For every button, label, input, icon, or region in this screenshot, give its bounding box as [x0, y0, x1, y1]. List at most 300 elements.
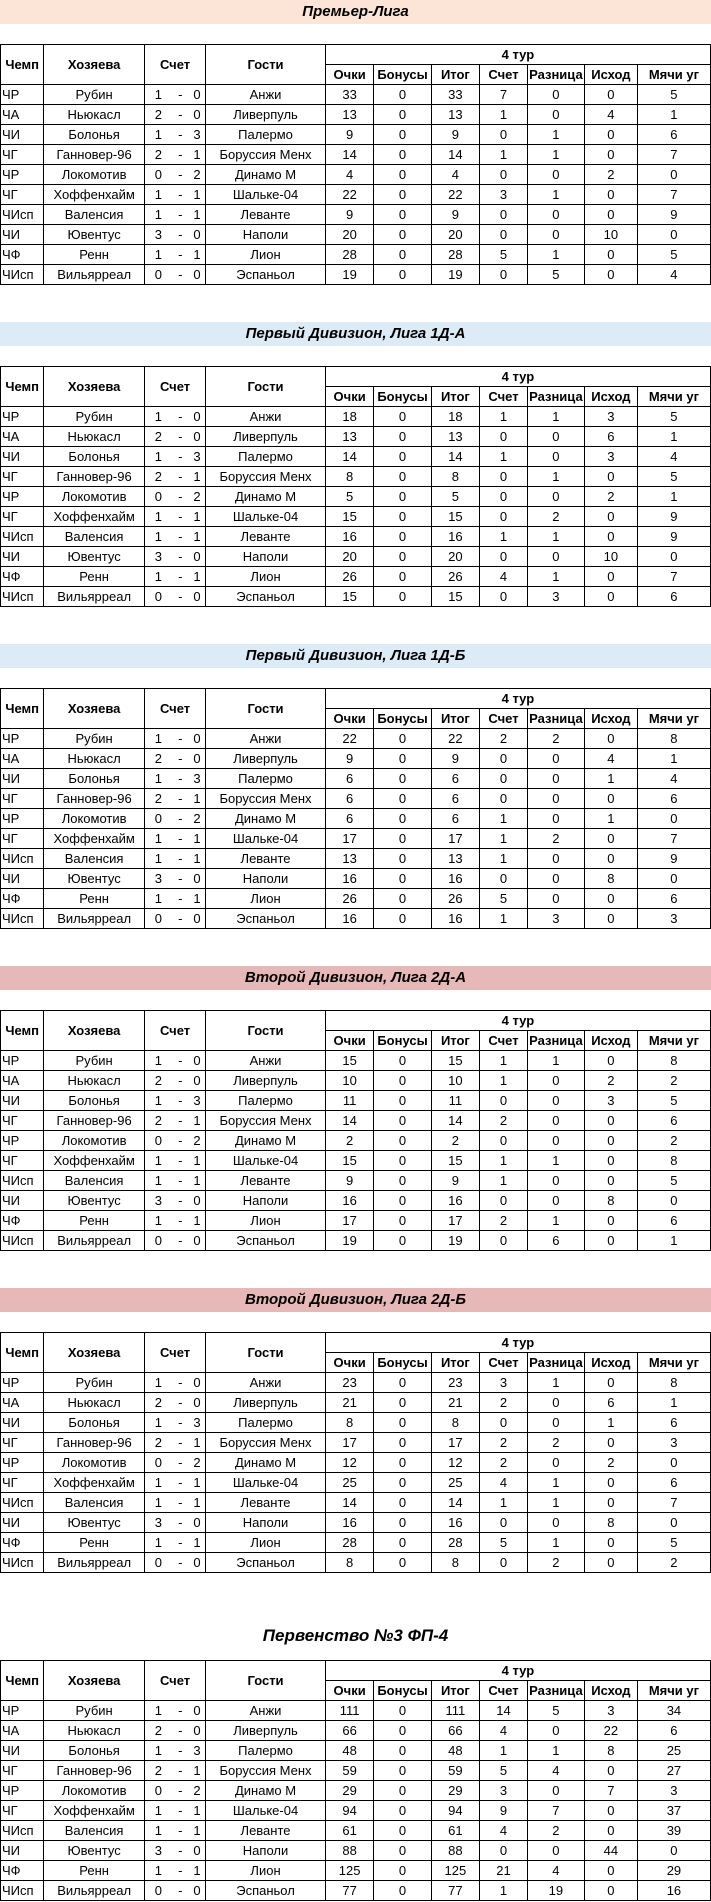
cell-score-home: 1 [144, 1821, 172, 1841]
header-home: Хозяева [44, 45, 145, 85]
cell-score-pts: 2 [480, 729, 528, 749]
cell-goals: 6 [637, 1111, 710, 1131]
cell-score-home: 2 [144, 789, 172, 809]
cell-outcome: 6 [584, 1393, 637, 1413]
cell-score-pts: 4 [480, 1721, 528, 1741]
cell-diff: 0 [527, 1513, 584, 1533]
cell-bonus: 0 [374, 1171, 431, 1191]
cell-score-home: 0 [144, 1881, 172, 1901]
cell-goals: 7 [637, 145, 710, 165]
cell-diff: 3 [527, 909, 584, 929]
header-champ: Чемп [1, 1011, 44, 1051]
cell-outcome: 3 [584, 1701, 637, 1721]
cell-score-dash: - [172, 1453, 189, 1473]
cell-champ: ЧФ [1, 567, 44, 587]
cell-champ: ЧР [1, 407, 44, 427]
cell-points: 66 [325, 1721, 374, 1741]
cell-score-home: 1 [144, 205, 172, 225]
cell-score-away: 2 [189, 1131, 206, 1151]
cell-diff: 0 [527, 547, 584, 567]
header-bonus: Бонусы [374, 1681, 431, 1701]
cell-diff: 1 [527, 245, 584, 265]
cell-away: Леванте [206, 849, 326, 869]
cell-bonus: 0 [374, 1211, 431, 1231]
cell-total: 22 [431, 185, 480, 205]
cell-bonus: 0 [374, 869, 431, 889]
cell-home: Ренн [44, 567, 145, 587]
header-round: 4 тур [325, 1011, 710, 1031]
cell-score-away: 0 [189, 1393, 206, 1413]
cell-score-home: 2 [144, 1433, 172, 1453]
cell-score-pts: 1 [480, 447, 528, 467]
cell-bonus: 0 [374, 1051, 431, 1071]
header-diff: Разница [527, 65, 584, 85]
cell-points: 17 [325, 1433, 374, 1453]
cell-total: 61 [431, 1821, 480, 1841]
cell-score-dash: - [172, 1373, 189, 1393]
cell-outcome: 0 [584, 909, 637, 929]
cell-score-home: 1 [144, 1091, 172, 1111]
cell-score-away: 0 [189, 407, 206, 427]
cell-score-away: 3 [189, 447, 206, 467]
results-table [0, 1332, 711, 1573]
cell-total: 13 [431, 427, 480, 447]
cell-points: 26 [325, 889, 374, 909]
cell-goals: 6 [637, 1211, 710, 1231]
cell-score-home: 0 [144, 165, 172, 185]
cell-diff: 0 [527, 789, 584, 809]
cell-goals: 9 [637, 205, 710, 225]
header-diff: Разница [527, 1681, 584, 1701]
cell-points: 11 [325, 1091, 374, 1111]
cell-total: 28 [431, 1533, 480, 1553]
cell-outcome: 0 [584, 527, 637, 547]
table-row [1, 245, 711, 265]
table-row [1, 225, 711, 245]
cell-champ: ЧР [1, 1373, 44, 1393]
cell-points: 8 [325, 1413, 374, 1433]
cell-goals: 1 [637, 487, 710, 507]
cell-score-pts: 1 [480, 1493, 528, 1513]
cell-score-home: 1 [144, 1211, 172, 1231]
cell-goals: 9 [637, 527, 710, 547]
table-row [1, 729, 711, 749]
cell-score-dash: - [172, 1151, 189, 1171]
cell-total: 16 [431, 1191, 480, 1211]
table-row [1, 427, 711, 447]
cell-score-away: 1 [189, 1111, 206, 1131]
cell-home: Ювентус [44, 225, 145, 245]
cell-points: 26 [325, 567, 374, 587]
cell-outcome: 2 [584, 165, 637, 185]
cell-points: 14 [325, 1111, 374, 1131]
cell-score-home: 1 [144, 1701, 172, 1721]
cell-home: Рубин [44, 1051, 145, 1071]
cell-bonus: 0 [374, 447, 431, 467]
cell-diff: 1 [527, 567, 584, 587]
header-outcome: Исход [584, 1681, 637, 1701]
cell-score-away: 1 [189, 145, 206, 165]
cell-home: Хоффенхайм [44, 1801, 145, 1821]
cell-goals: 5 [637, 245, 710, 265]
cell-score-away: 1 [189, 1493, 206, 1513]
cell-away: Боруссия Менх [206, 145, 326, 165]
cell-goals: 6 [637, 1413, 710, 1433]
table-row [1, 1881, 711, 1901]
header-home: Хозяева [44, 689, 145, 729]
cell-total: 23 [431, 1373, 480, 1393]
cell-score-home: 1 [144, 1413, 172, 1433]
cell-total: 20 [431, 547, 480, 567]
cell-points: 5 [325, 487, 374, 507]
cell-goals: 37 [637, 1801, 710, 1821]
cell-diff: 1 [527, 1473, 584, 1493]
cell-home: Хоффенхайм [44, 1151, 145, 1171]
cell-points: 15 [325, 1151, 374, 1171]
cell-bonus: 0 [374, 1393, 431, 1413]
header-row [1, 1011, 711, 1031]
cell-away: Палермо [206, 1741, 326, 1761]
results-table [0, 1010, 711, 1251]
cell-score-dash: - [172, 407, 189, 427]
cell-champ: ЧА [1, 1721, 44, 1741]
cell-total: 19 [431, 1231, 480, 1251]
header-score: Счет [144, 1011, 205, 1051]
cell-score-dash: - [172, 1721, 189, 1741]
cell-bonus: 0 [374, 1881, 431, 1901]
cell-score-home: 3 [144, 869, 172, 889]
cell-total: 5 [431, 487, 480, 507]
cell-score-away: 0 [189, 1721, 206, 1741]
cell-goals: 4 [637, 769, 710, 789]
cell-away: Шальке-04 [206, 1151, 326, 1171]
cell-outcome: 3 [584, 407, 637, 427]
cell-points: 28 [325, 1533, 374, 1553]
cell-bonus: 0 [374, 427, 431, 447]
cell-score-pts: 0 [480, 1553, 528, 1573]
cell-diff: 2 [527, 507, 584, 527]
cell-bonus: 0 [374, 1781, 431, 1801]
cell-score-pts: 3 [480, 185, 528, 205]
cell-score-away: 1 [189, 1433, 206, 1453]
cell-home: Ренн [44, 245, 145, 265]
cell-total: 48 [431, 1741, 480, 1761]
cell-bonus: 0 [374, 1861, 431, 1881]
cell-champ: ЧГ [1, 1151, 44, 1171]
header-total: Итог [431, 1681, 480, 1701]
cell-diff: 2 [527, 1821, 584, 1841]
cell-bonus: 0 [374, 547, 431, 567]
cell-outcome: 0 [584, 1151, 637, 1171]
cell-home: Ньюкасл [44, 1721, 145, 1741]
cell-diff: 0 [527, 749, 584, 769]
cell-score-dash: - [172, 1051, 189, 1071]
cell-bonus: 0 [374, 1701, 431, 1721]
cell-score-home: 0 [144, 487, 172, 507]
cell-outcome: 2 [584, 1453, 637, 1473]
cell-diff: 0 [527, 1071, 584, 1091]
table-row [1, 749, 711, 769]
table-row [1, 185, 711, 205]
cell-outcome: 0 [584, 587, 637, 607]
header-score: Счет [144, 1661, 205, 1701]
cell-score-pts: 0 [480, 1413, 528, 1433]
cell-score-pts: 0 [480, 165, 528, 185]
cell-score-away: 1 [189, 1761, 206, 1781]
cell-score-dash: - [172, 507, 189, 527]
cell-outcome: 0 [584, 1171, 637, 1191]
cell-goals: 5 [637, 1171, 710, 1191]
header-goals: Мячи уг [637, 1681, 710, 1701]
cell-goals: 0 [637, 165, 710, 185]
cell-goals: 29 [637, 1861, 710, 1881]
cell-total: 14 [431, 1493, 480, 1513]
cell-champ: ЧИсп [1, 527, 44, 547]
header-score-pts: Счет [480, 1031, 528, 1051]
cell-score-home: 2 [144, 1071, 172, 1091]
cell-away: Боруссия Менх [206, 467, 326, 487]
cell-points: 19 [325, 265, 374, 285]
cell-score-dash: - [172, 587, 189, 607]
cell-score-home: 1 [144, 407, 172, 427]
cell-champ: ЧИсп [1, 1493, 44, 1513]
header-score-pts: Счет [480, 1353, 528, 1373]
cell-bonus: 0 [374, 1413, 431, 1433]
cell-score-dash: - [172, 427, 189, 447]
table-row [1, 527, 711, 547]
section-title: Первенство №3 ФП-4 [262, 1626, 449, 1645]
cell-points: 88 [325, 1841, 374, 1861]
cell-away: Наполи [206, 1513, 326, 1533]
cell-goals: 8 [637, 1373, 710, 1393]
cell-bonus: 0 [374, 225, 431, 245]
cell-diff: 0 [527, 1111, 584, 1131]
cell-score-away: 1 [189, 1211, 206, 1231]
header-outcome: Исход [584, 387, 637, 407]
cell-score-home: 3 [144, 1513, 172, 1533]
cell-goals: 8 [637, 1051, 710, 1071]
cell-bonus: 0 [374, 729, 431, 749]
cell-score-away: 0 [189, 749, 206, 769]
cell-score-pts: 1 [480, 1741, 528, 1761]
cell-away: Наполи [206, 547, 326, 567]
cell-score-away: 1 [189, 527, 206, 547]
cell-champ: ЧГ [1, 507, 44, 527]
cell-points: 25 [325, 1473, 374, 1493]
cell-score-dash: - [172, 1191, 189, 1211]
cell-diff: 0 [527, 1841, 584, 1861]
cell-outcome: 2 [584, 487, 637, 507]
header-away: Гости [206, 689, 326, 729]
section-3 [0, 644, 711, 929]
cell-away: Палермо [206, 447, 326, 467]
cell-home: Ювентус [44, 1513, 145, 1533]
cell-outcome: 4 [584, 105, 637, 125]
cell-outcome: 0 [584, 1761, 637, 1781]
cell-goals: 3 [637, 1433, 710, 1453]
cell-away: Динамо М [206, 1453, 326, 1473]
cell-points: 16 [325, 527, 374, 547]
cell-home: Ганновер-96 [44, 789, 145, 809]
header-points: Очки [325, 65, 374, 85]
cell-home: Болонья [44, 125, 145, 145]
cell-points: 22 [325, 185, 374, 205]
cell-points: 94 [325, 1801, 374, 1821]
cell-points: 6 [325, 809, 374, 829]
header-round: 4 тур [325, 1333, 710, 1353]
cell-points: 2 [325, 1131, 374, 1151]
cell-home: Рубин [44, 1701, 145, 1721]
cell-champ: ЧР [1, 729, 44, 749]
header-points: Очки [325, 1681, 374, 1701]
cell-score-dash: - [172, 909, 189, 929]
table-row [1, 407, 711, 427]
cell-bonus: 0 [374, 105, 431, 125]
cell-total: 19 [431, 265, 480, 285]
header-total: Итог [431, 709, 480, 729]
cell-diff: 1 [527, 1211, 584, 1231]
cell-score-away: 3 [189, 1091, 206, 1111]
cell-home: Вильярреал [44, 1881, 145, 1901]
cell-bonus: 0 [374, 507, 431, 527]
cell-outcome: 0 [584, 125, 637, 145]
cell-score-away: 1 [189, 1473, 206, 1493]
cell-diff: 1 [527, 1373, 584, 1393]
cell-score-dash: - [172, 769, 189, 789]
cell-score-dash: - [172, 849, 189, 869]
cell-home: Рубин [44, 407, 145, 427]
cell-goals: 5 [637, 407, 710, 427]
cell-outcome: 0 [584, 1051, 637, 1071]
cell-points: 59 [325, 1761, 374, 1781]
cell-diff: 5 [527, 265, 584, 285]
table-row [1, 1453, 711, 1473]
table-row [1, 909, 711, 929]
cell-away: Шальке-04 [206, 1801, 326, 1821]
table-row [1, 789, 711, 809]
cell-home: Локомотив [44, 1131, 145, 1151]
cell-goals: 6 [637, 1721, 710, 1741]
cell-goals: 8 [637, 729, 710, 749]
cell-score-dash: - [172, 1841, 189, 1861]
cell-score-dash: - [172, 1231, 189, 1251]
cell-champ: ЧГ [1, 789, 44, 809]
cell-away: Эспаньол [206, 587, 326, 607]
cell-total: 13 [431, 849, 480, 869]
header-outcome: Исход [584, 709, 637, 729]
cell-outcome: 0 [584, 729, 637, 749]
cell-outcome: 0 [584, 265, 637, 285]
table-row [1, 769, 711, 789]
cell-points: 10 [325, 1071, 374, 1091]
cell-home: Рубин [44, 1373, 145, 1393]
header-away: Гости [206, 1011, 326, 1051]
table-row [1, 547, 711, 567]
cell-away: Анжи [206, 1051, 326, 1071]
header-bonus: Бонусы [374, 1353, 431, 1373]
cell-score-away: 1 [189, 205, 206, 225]
cell-score-home: 2 [144, 1721, 172, 1741]
cell-score-pts: 1 [480, 145, 528, 165]
cell-score-away: 1 [189, 1821, 206, 1841]
table-row [1, 1513, 711, 1533]
cell-score-home: 1 [144, 1151, 172, 1171]
header-score: Счет [144, 45, 205, 85]
cell-goals: 1 [637, 427, 710, 447]
cell-score-away: 2 [189, 165, 206, 185]
cell-score-home: 3 [144, 225, 172, 245]
cell-total: 16 [431, 1513, 480, 1533]
table-row [1, 105, 711, 125]
header-champ: Чемп [1, 689, 44, 729]
cell-score-away: 0 [189, 105, 206, 125]
section-1 [0, 0, 711, 285]
cell-score-pts: 0 [480, 507, 528, 527]
header-outcome: Исход [584, 1353, 637, 1373]
cell-away: Лион [206, 1533, 326, 1553]
cell-away: Шальке-04 [206, 829, 326, 849]
header-champ: Чемп [1, 1333, 44, 1373]
cell-score-pts: 4 [480, 1473, 528, 1493]
cell-score-pts: 5 [480, 1533, 528, 1553]
results-table [0, 1660, 711, 1901]
cell-score-pts: 0 [480, 125, 528, 145]
cell-score-pts: 0 [480, 225, 528, 245]
cell-away: Ливерпуль [206, 427, 326, 447]
cell-outcome: 0 [584, 889, 637, 909]
cell-away: Леванте [206, 1493, 326, 1513]
cell-bonus: 0 [374, 1071, 431, 1091]
cell-goals: 3 [637, 909, 710, 929]
cell-score-dash: - [172, 125, 189, 145]
header-points: Очки [325, 1031, 374, 1051]
cell-away: Лион [206, 567, 326, 587]
cell-champ: ЧИсп [1, 849, 44, 869]
cell-diff: 0 [527, 1131, 584, 1151]
cell-score-home: 1 [144, 1493, 172, 1513]
cell-goals: 4 [637, 447, 710, 467]
cell-score-away: 0 [189, 1051, 206, 1071]
cell-score-pts: 1 [480, 1881, 528, 1901]
cell-points: 16 [325, 909, 374, 929]
cell-score-dash: - [172, 527, 189, 547]
cell-outcome: 1 [584, 769, 637, 789]
header-bonus: Бонусы [374, 387, 431, 407]
cell-points: 14 [325, 447, 374, 467]
cell-bonus: 0 [374, 1111, 431, 1131]
cell-bonus: 0 [374, 205, 431, 225]
cell-champ: ЧР [1, 1453, 44, 1473]
cell-total: 6 [431, 809, 480, 829]
cell-score-pts: 21 [480, 1861, 528, 1881]
cell-total: 9 [431, 205, 480, 225]
cell-score-dash: - [172, 869, 189, 889]
section-title: Второй Дивизион, Лига 2Д-А [0, 966, 711, 990]
header-points: Очки [325, 387, 374, 407]
cell-champ: ЧГ [1, 1473, 44, 1493]
cell-points: 33 [325, 85, 374, 105]
cell-diff: 0 [527, 769, 584, 789]
cell-outcome: 0 [584, 1111, 637, 1131]
cell-diff: 1 [527, 527, 584, 547]
cell-away: Лион [206, 1861, 326, 1881]
table-row [1, 507, 711, 527]
cell-bonus: 0 [374, 165, 431, 185]
cell-away: Наполи [206, 1191, 326, 1211]
cell-score-dash: - [172, 1821, 189, 1841]
cell-score-pts: 1 [480, 407, 528, 427]
cell-champ: ЧГ [1, 185, 44, 205]
